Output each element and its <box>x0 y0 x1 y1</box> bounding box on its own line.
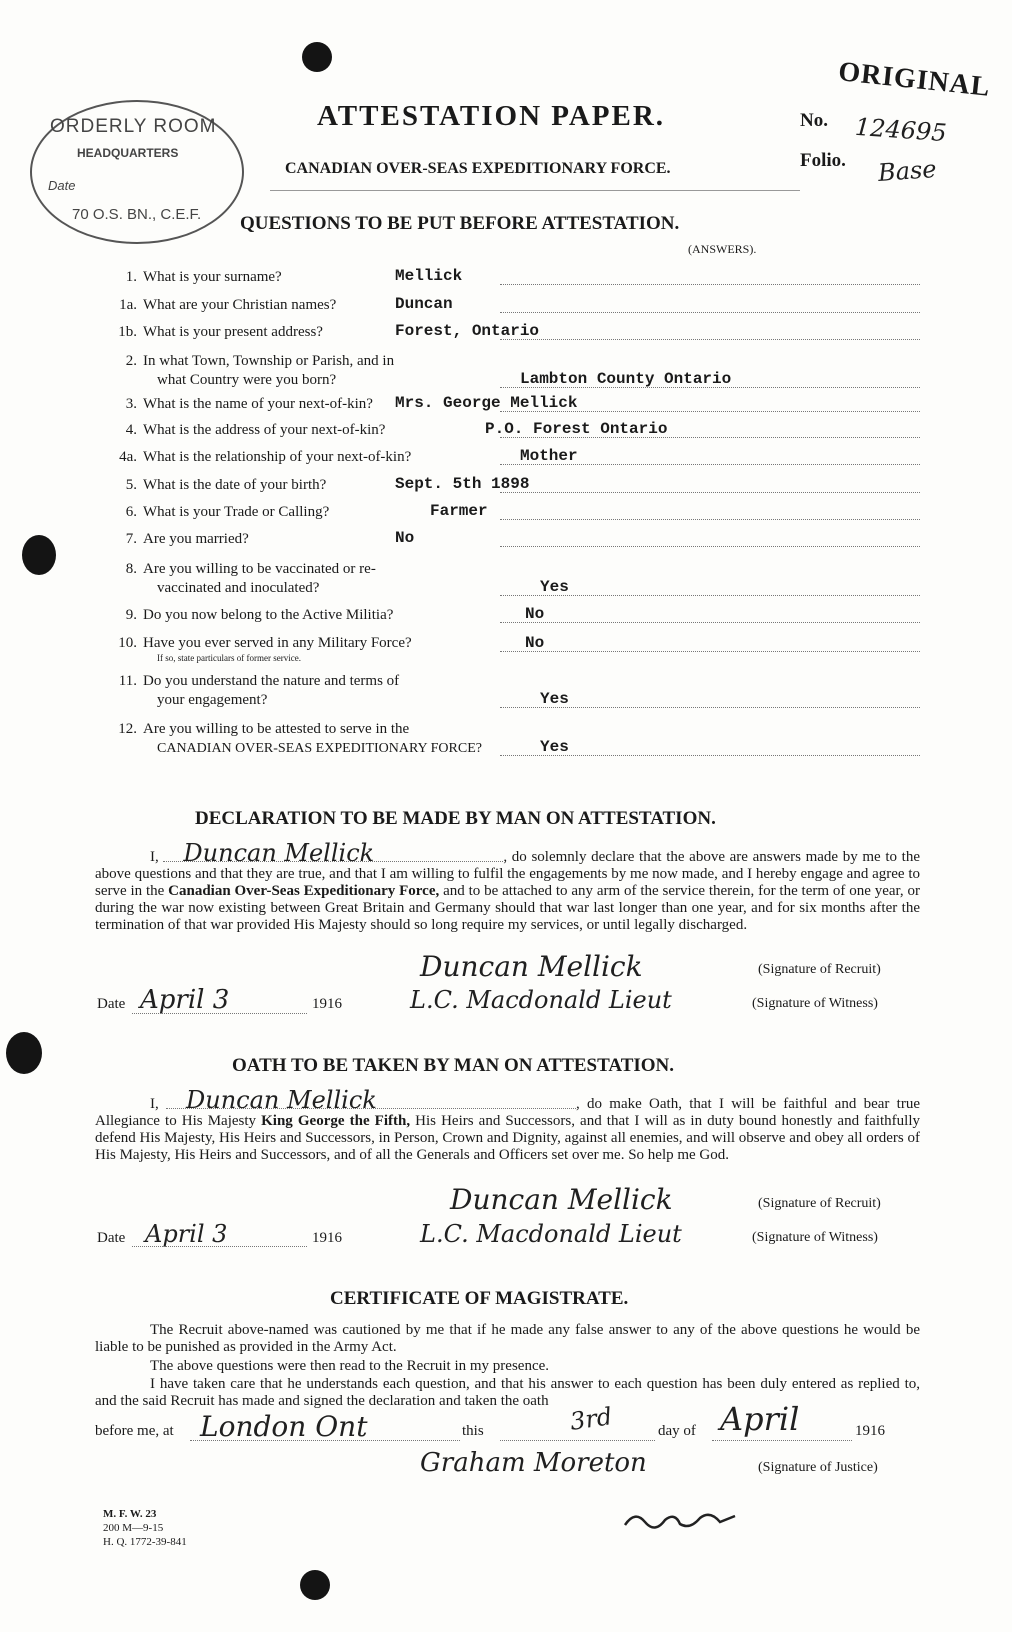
oath-heading: OATH TO BE TAKEN BY MAN ON ATTESTATION. <box>232 1055 675 1076</box>
question-label: Do you understand the nature and terms of <box>143 673 400 689</box>
question-row <box>115 448 495 467</box>
question-text <box>115 672 495 691</box>
declaration-body-a: , do solemnly declare that the above are answers made by me to the above questions and that they are true, and that I am willing to fulfil the engagements by me now made, and I hereby engage and agree to serve in the <box>95 849 920 899</box>
document-title: ATTESTATION PAPER. <box>317 100 666 132</box>
magistrate-para-3: I have taken care that he understands each question, and that his answer to each question has been duly entered as replied to, and the said Recruit has made and signed the declaration and taken the oath <box>95 1376 920 1409</box>
oath-recruit-signature: Duncan Mellick <box>450 1183 673 1216</box>
answer-value: Sept. 5th 1898 <box>395 475 530 493</box>
magistrate-para-2: The above questions were then read to the Recruit in my presence. <box>150 1358 550 1374</box>
answer-value: Yes <box>540 738 569 756</box>
stamp-line-1: ORDERLY ROOM <box>50 116 217 137</box>
oath-year: 1916 <box>312 1230 342 1246</box>
question-label-continued: your engagement? <box>157 692 268 708</box>
question-number: 1. <box>125 269 137 285</box>
question-label: What is your surname? <box>143 269 282 285</box>
orderly-room-stamp <box>30 100 244 244</box>
question-text <box>115 530 495 549</box>
footer-scribble-icon <box>620 1500 740 1540</box>
magistrate-place-line <box>190 1440 460 1441</box>
question-number: 12. <box>118 721 137 737</box>
answer-line <box>500 622 920 623</box>
declaration-recruit-label: (Signature of Recruit) <box>758 962 881 977</box>
magistrate-para-1: The Recruit above-named was cautioned by me that if he made any false answer to any of the above questions he would be liable to be punished as provided in the Army Act. <box>95 1322 920 1355</box>
question-number: 4a. <box>119 449 137 465</box>
stamp-line-4: 70 O.S. BN., C.E.F. <box>72 206 202 223</box>
question-label: What is the name of your next-of-kin? <box>143 396 373 412</box>
declaration-name: Duncan Mellick <box>163 845 503 862</box>
oath-body-a: , do make Oath, that I will be faithful and bear true Allegiance to His Majesty <box>95 1096 920 1129</box>
footer-codes <box>103 1507 187 1549</box>
question-label-continued: vaccinated and inoculated? <box>157 580 320 596</box>
question-row <box>115 720 495 758</box>
question-number: 10. <box>118 635 137 651</box>
question-text <box>115 421 495 440</box>
question-text <box>115 634 495 653</box>
punch-hole-left-lower <box>6 1032 42 1074</box>
question-row <box>115 672 495 710</box>
question-label: What is the date of your birth? <box>143 477 327 493</box>
question-number: 3. <box>125 396 137 412</box>
answer-line <box>500 492 920 493</box>
answer-line <box>500 651 920 652</box>
answer-value: Farmer <box>430 502 488 520</box>
question-label: What is the address of your next-of-kin? <box>143 422 386 438</box>
question-number: 11. <box>118 673 137 689</box>
magistrate-month: April <box>720 1400 800 1438</box>
magistrate-day-line <box>500 1440 655 1441</box>
oath-witness-label: (Signature of Witness) <box>752 1230 878 1245</box>
footer-line-3: H. Q. 1772-39-841 <box>103 1536 187 1548</box>
declaration-witness-signature: L.C. Macdonald Lieut <box>410 986 672 1014</box>
magistrate-before-label: before me, at <box>95 1423 174 1439</box>
question-label-continued: CANADIAN OVER-SEAS EXPEDITIONARY FORCE? <box>157 741 482 756</box>
question-text <box>115 606 495 625</box>
answer-line <box>500 312 920 313</box>
oath-date-label: Date <box>97 1230 126 1246</box>
question-number: 5. <box>125 477 137 493</box>
punch-hole-top <box>302 42 332 72</box>
answer-line <box>500 546 920 547</box>
answers-label: (ANSWERS). <box>688 242 757 256</box>
question-text <box>115 448 495 467</box>
declaration-date-value: April 3 <box>140 985 230 1015</box>
answer-value: Duncan <box>395 295 453 313</box>
question-label: Do you now belong to the Active Militia? <box>143 607 394 623</box>
declaration-witness-label: (Signature of Witness) <box>752 996 878 1011</box>
answer-value: No <box>525 634 545 652</box>
question-row <box>115 530 495 549</box>
question-row <box>115 421 495 440</box>
magistrate-month-line <box>712 1440 852 1441</box>
answer-value: Mellick <box>395 267 463 285</box>
question-number: 1b. <box>118 324 137 340</box>
magistrate-heading: CERTIFICATE OF MAGISTRATE. <box>330 1288 629 1309</box>
question-label: What are your Christian names? <box>143 297 337 313</box>
question-label-continued: what Country were you born? <box>157 372 337 388</box>
question-text <box>115 352 495 371</box>
oath-i: I, <box>150 1096 159 1112</box>
declaration-year: 1916 <box>312 996 342 1012</box>
question-number: 9. <box>125 607 137 623</box>
magistrate-justice-label: (Signature of Justice) <box>758 1460 878 1475</box>
oath-name: Duncan Mellick <box>166 1092 576 1109</box>
original-mark: ORIGINAL <box>836 56 992 103</box>
footer-line-1: M. F. W. 23 <box>103 1508 157 1520</box>
question-row <box>115 606 495 625</box>
magistrate-this-label: this <box>462 1423 484 1439</box>
oath-body-b: His Heirs and Successors, and that I will as in duty bound honestly and faithfully defend His Majesty, His Heirs and Successors, in Person, Crown and Dignity, against all enemies, and will observe and obey all orders of His Majesty, His Heirs and Successors, and of all the Generals and Officers set over me. So help me God. <box>95 1113 920 1163</box>
question-label: What is your Trade or Calling? <box>143 504 330 520</box>
answer-value: Mrs. George Mellick <box>395 394 578 412</box>
declaration-body-b: and to be attached to any arm of the service therein, for the term of one year, or during the war now existing between Great Britain and Germany should that war last longer than one year, and for six months after the termination of that war provided His Majesty should so long require my services, or until legally discharged. <box>95 883 921 933</box>
number-value: 124695 <box>854 112 948 148</box>
answer-value: No <box>395 529 415 547</box>
punch-hole-bottom <box>300 1570 330 1600</box>
oath-date-line <box>132 1246 307 1247</box>
answer-line <box>500 339 920 340</box>
answer-value: Forest, Ontario <box>395 322 540 340</box>
question-number: 8. <box>125 561 137 577</box>
question-label: What is your present address? <box>143 324 323 340</box>
magistrate-year: 1916 <box>855 1423 885 1439</box>
oath-recruit-label: (Signature of Recruit) <box>758 1196 881 1211</box>
magistrate-day-of-label: day of <box>658 1423 696 1439</box>
declaration-date-label: Date <box>97 996 126 1012</box>
question-row <box>115 634 495 663</box>
question-label: Are you married? <box>143 531 249 547</box>
question-number: 6. <box>125 504 137 520</box>
declaration-body-bold: Canadian Over-Seas Expeditionary Force, <box>168 883 440 899</box>
punch-hole-left-upper <box>22 535 56 575</box>
question-number: 4. <box>125 422 137 438</box>
declaration-date-line <box>132 1013 307 1014</box>
magistrate-day: 3rd <box>568 1402 614 1436</box>
answer-value: Yes <box>540 578 569 596</box>
stamp-line-3: Date <box>48 178 76 193</box>
question-label: What is the relationship of your next-of-kin? <box>143 449 412 465</box>
question-label: Are you willing to be attested to serve in the <box>143 721 410 737</box>
question-label: Are you willing to be vaccinated or re- <box>143 561 376 577</box>
answer-value: Lambton County Ontario <box>520 370 732 388</box>
document-subtitle: CANADIAN OVER-SEAS EXPEDITIONARY FORCE. <box>285 160 671 177</box>
footer-line-2: 200 M—9-15 <box>103 1522 164 1534</box>
stamp-line-2: HEADQUARTERS <box>77 146 179 160</box>
answer-value: No <box>525 605 545 623</box>
question-row <box>115 352 495 390</box>
magistrate-justice-signature: Graham Moreton <box>420 1448 647 1478</box>
folio-value: Base <box>877 154 938 188</box>
question-number: 7. <box>125 531 137 547</box>
declaration-i: I, <box>150 849 159 865</box>
declaration-recruit-signature: Duncan Mellick <box>420 950 643 983</box>
question-note: If so, state particulars of former service. <box>157 653 301 663</box>
oath-text <box>95 1086 920 1192</box>
questions-heading: QUESTIONS TO BE PUT BEFORE ATTESTATION. <box>240 213 680 234</box>
question-text <box>115 560 495 579</box>
question-number: 1a. <box>119 297 137 313</box>
question-number: 2. <box>125 353 137 369</box>
question-label: In what Town, Township or Parish, and in <box>143 353 395 369</box>
oath-witness-signature: L.C. Macdonald Lieut <box>420 1220 682 1248</box>
answer-value: Mother <box>520 447 578 465</box>
answer-line <box>500 519 920 520</box>
question-label: Have you ever served in any Military Force? <box>143 635 412 651</box>
oath-body-bold: King George the Fifth, <box>261 1113 411 1129</box>
answer-value: P.O. Forest Ontario <box>485 420 668 438</box>
number-label: No. <box>800 110 828 131</box>
answer-line <box>500 284 920 285</box>
folio-label: Folio. <box>800 150 846 171</box>
magistrate-place: London Ont <box>200 1410 368 1443</box>
question-row <box>115 560 495 598</box>
question-text <box>115 720 495 739</box>
answer-value: Yes <box>540 690 569 708</box>
declaration-heading: DECLARATION TO BE MADE BY MAN ON ATTESTATION. <box>195 808 716 829</box>
header-rule <box>270 190 800 191</box>
oath-date-value: April 3 <box>145 1220 228 1248</box>
